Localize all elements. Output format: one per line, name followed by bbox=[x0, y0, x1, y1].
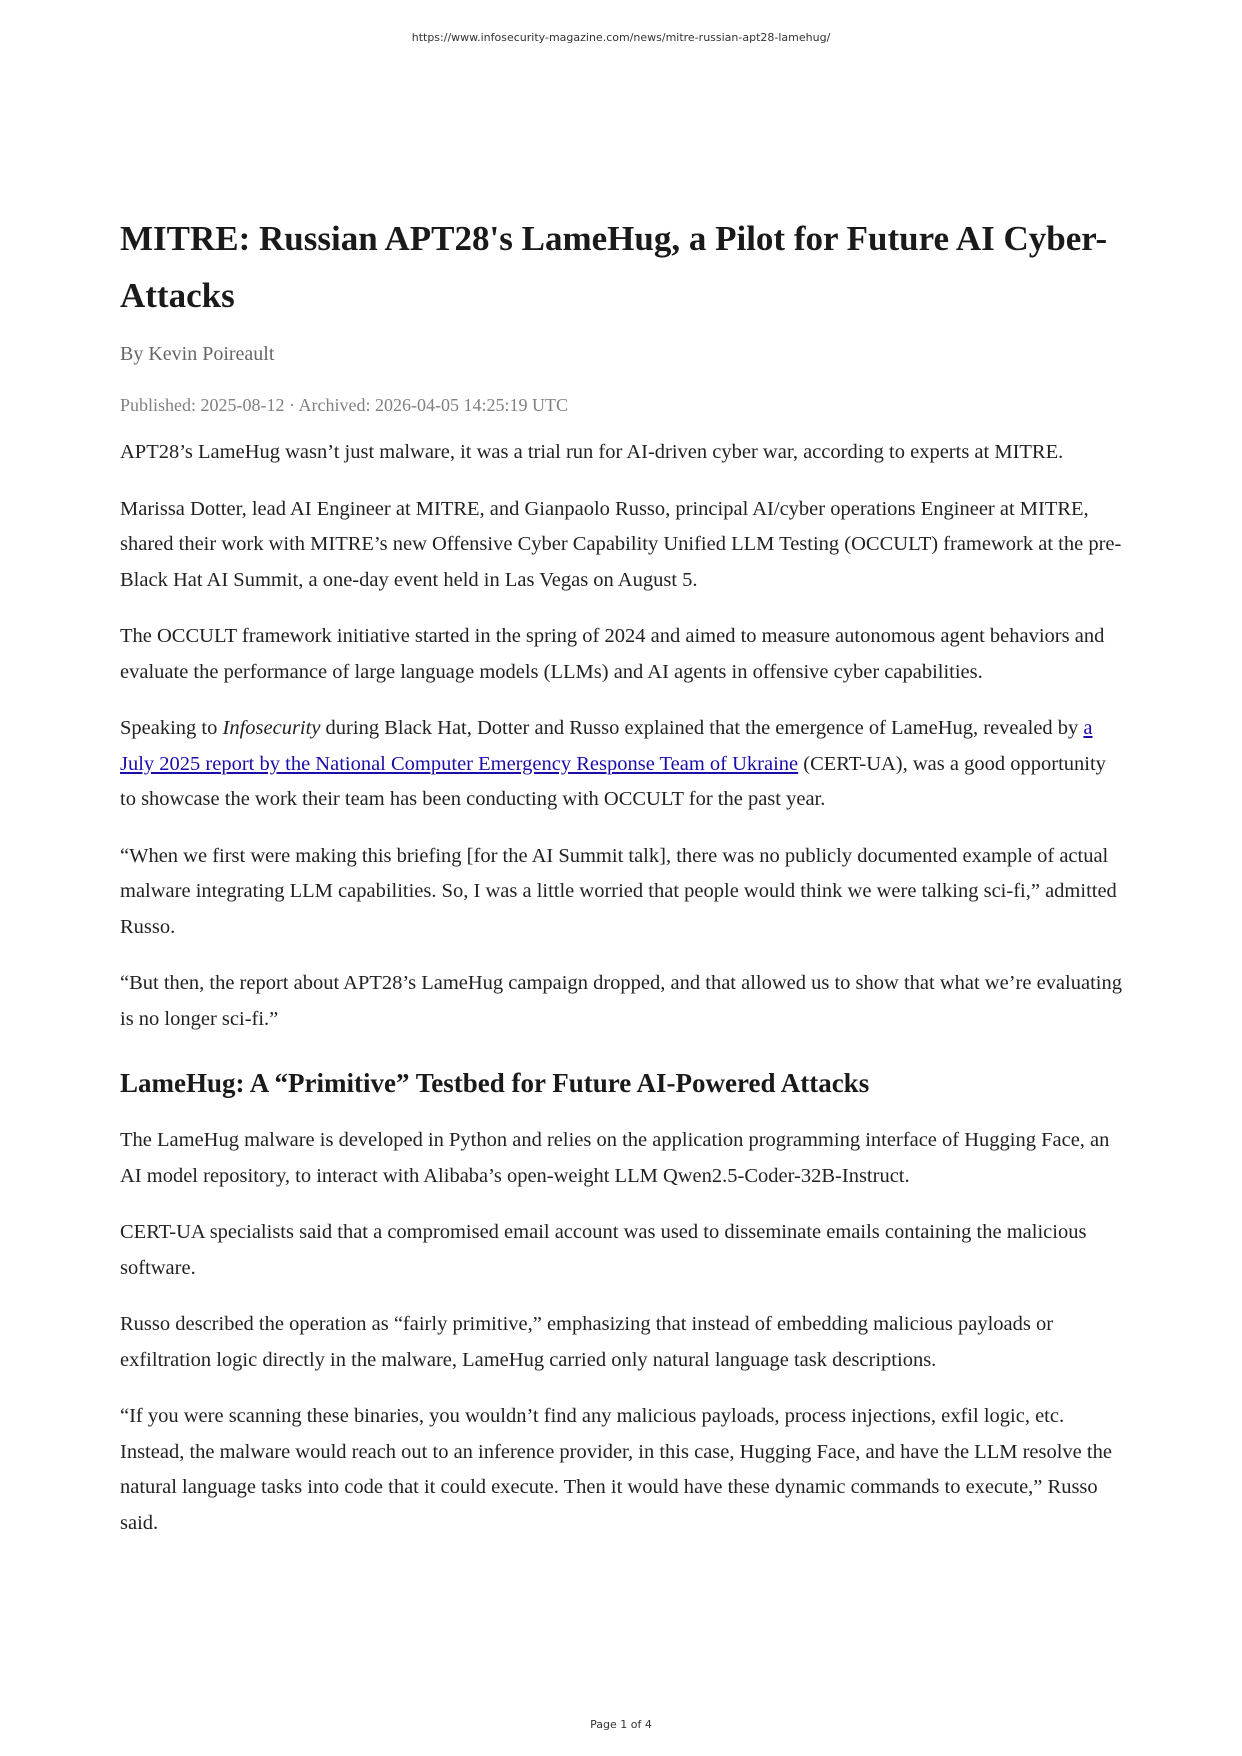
paragraph-4-start: Speaking to bbox=[120, 717, 223, 739]
paragraph-9: Russo described the operation as “fairly primitive,” emphasizing that instead of embedding malicious payloads or exfiltration logic directly in the malware, LameHug carried only natural language task descriptions. bbox=[120, 1313, 1054, 1371]
page-url: https://www.infosecurity-magazine.com/news/mitre-russian-apt28-lamehug/ bbox=[411, 31, 831, 44]
page-number: Page 1 of 4 bbox=[590, 1718, 652, 1731]
article-meta: Published: 2025-08-12 · Archived: 2026-04-05 14:25:19 UTC bbox=[120, 395, 568, 415]
article-title: MITRE: Russian APT28's LameHug, a Pilot for Future AI Cyber-Attacks bbox=[120, 219, 1108, 315]
paragraph-4-end: (CERT-UA), was a good opportunity to showcase the work their team has been conducting with OCCULT for the past year. bbox=[120, 752, 1106, 810]
paragraph-4-middle: during Black Hat, Dotter and Russo explained that the emergence of LameHug, revealed by bbox=[320, 717, 1084, 739]
paragraph-4 bbox=[120, 711, 1125, 818]
paragraph-10: “If you were scanning these binaries, you wouldn’t find any malicious payloads, process injections, exfil logic, etc. Instead, the malware would reach out to an inference provider, in this case, Hugging Face, and have the LLM resolve the natural language tasks into code that it could execute. Then it would have these dynamic commands to execute,” Russo said. bbox=[120, 1405, 1112, 1534]
publication-name: Infosecurity bbox=[222, 717, 321, 739]
paragraph-2: Marissa Dotter, lead AI Engineer at MITRE, and Gianpaolo Russo, principal AI/cyber operations Engineer at MITRE, shared their work with MITRE’s new Offensive Cyber Capability Unified LLM Testing (OCCULT) framework at the pre-Black Hat AI Summit, a one-day event held in Las Vegas on August 5. bbox=[120, 497, 1122, 591]
paragraph-3: The OCCULT framework initiative started in the spring of 2024 and aimed to measure autonomous agent behaviors and evaluate the performance of large language models (LLMs) and AI agents in offensive cyber capabilities. bbox=[120, 625, 1105, 683]
paragraph-8: CERT-UA specialists said that a compromised email account was used to disseminate emails containing the malicious software. bbox=[120, 1221, 1087, 1279]
article bbox=[120, 210, 1125, 1562]
paragraph-1: APT28’s LameHug wasn’t just malware, it was a trial run for AI-driven cyber war, according to experts at MITRE. bbox=[120, 441, 1064, 463]
cert-ua-report-link[interactable]: a July 2025 report by the National Computer Emergency Response Team of Ukraine bbox=[120, 717, 1093, 775]
section-heading: LameHug: A “Primitive” Testbed for Future AI-Powered Attacks bbox=[120, 1068, 870, 1098]
article-byline: By Kevin Poireault bbox=[120, 343, 275, 365]
paragraph-6: “But then, the report about APT28’s LameHug campaign dropped, and that allowed us to show that what we’re evaluating is no longer sci-fi.” bbox=[120, 972, 1122, 1030]
paragraph-5: “When we first were making this briefing [for the AI Summit talk], there was no publicly documented example of actual malware integrating LLM capabilities. So, I was a little worried that people would think we were talking sci-fi,” admitted Russo. bbox=[120, 844, 1117, 938]
paragraph-7: The LameHug malware is developed in Python and relies on the application programming interface of Hugging Face, an AI model repository, to interact with Alibaba’s open-weight LLM Qwen2.5-Coder-32B-Instruct. bbox=[120, 1129, 1110, 1187]
